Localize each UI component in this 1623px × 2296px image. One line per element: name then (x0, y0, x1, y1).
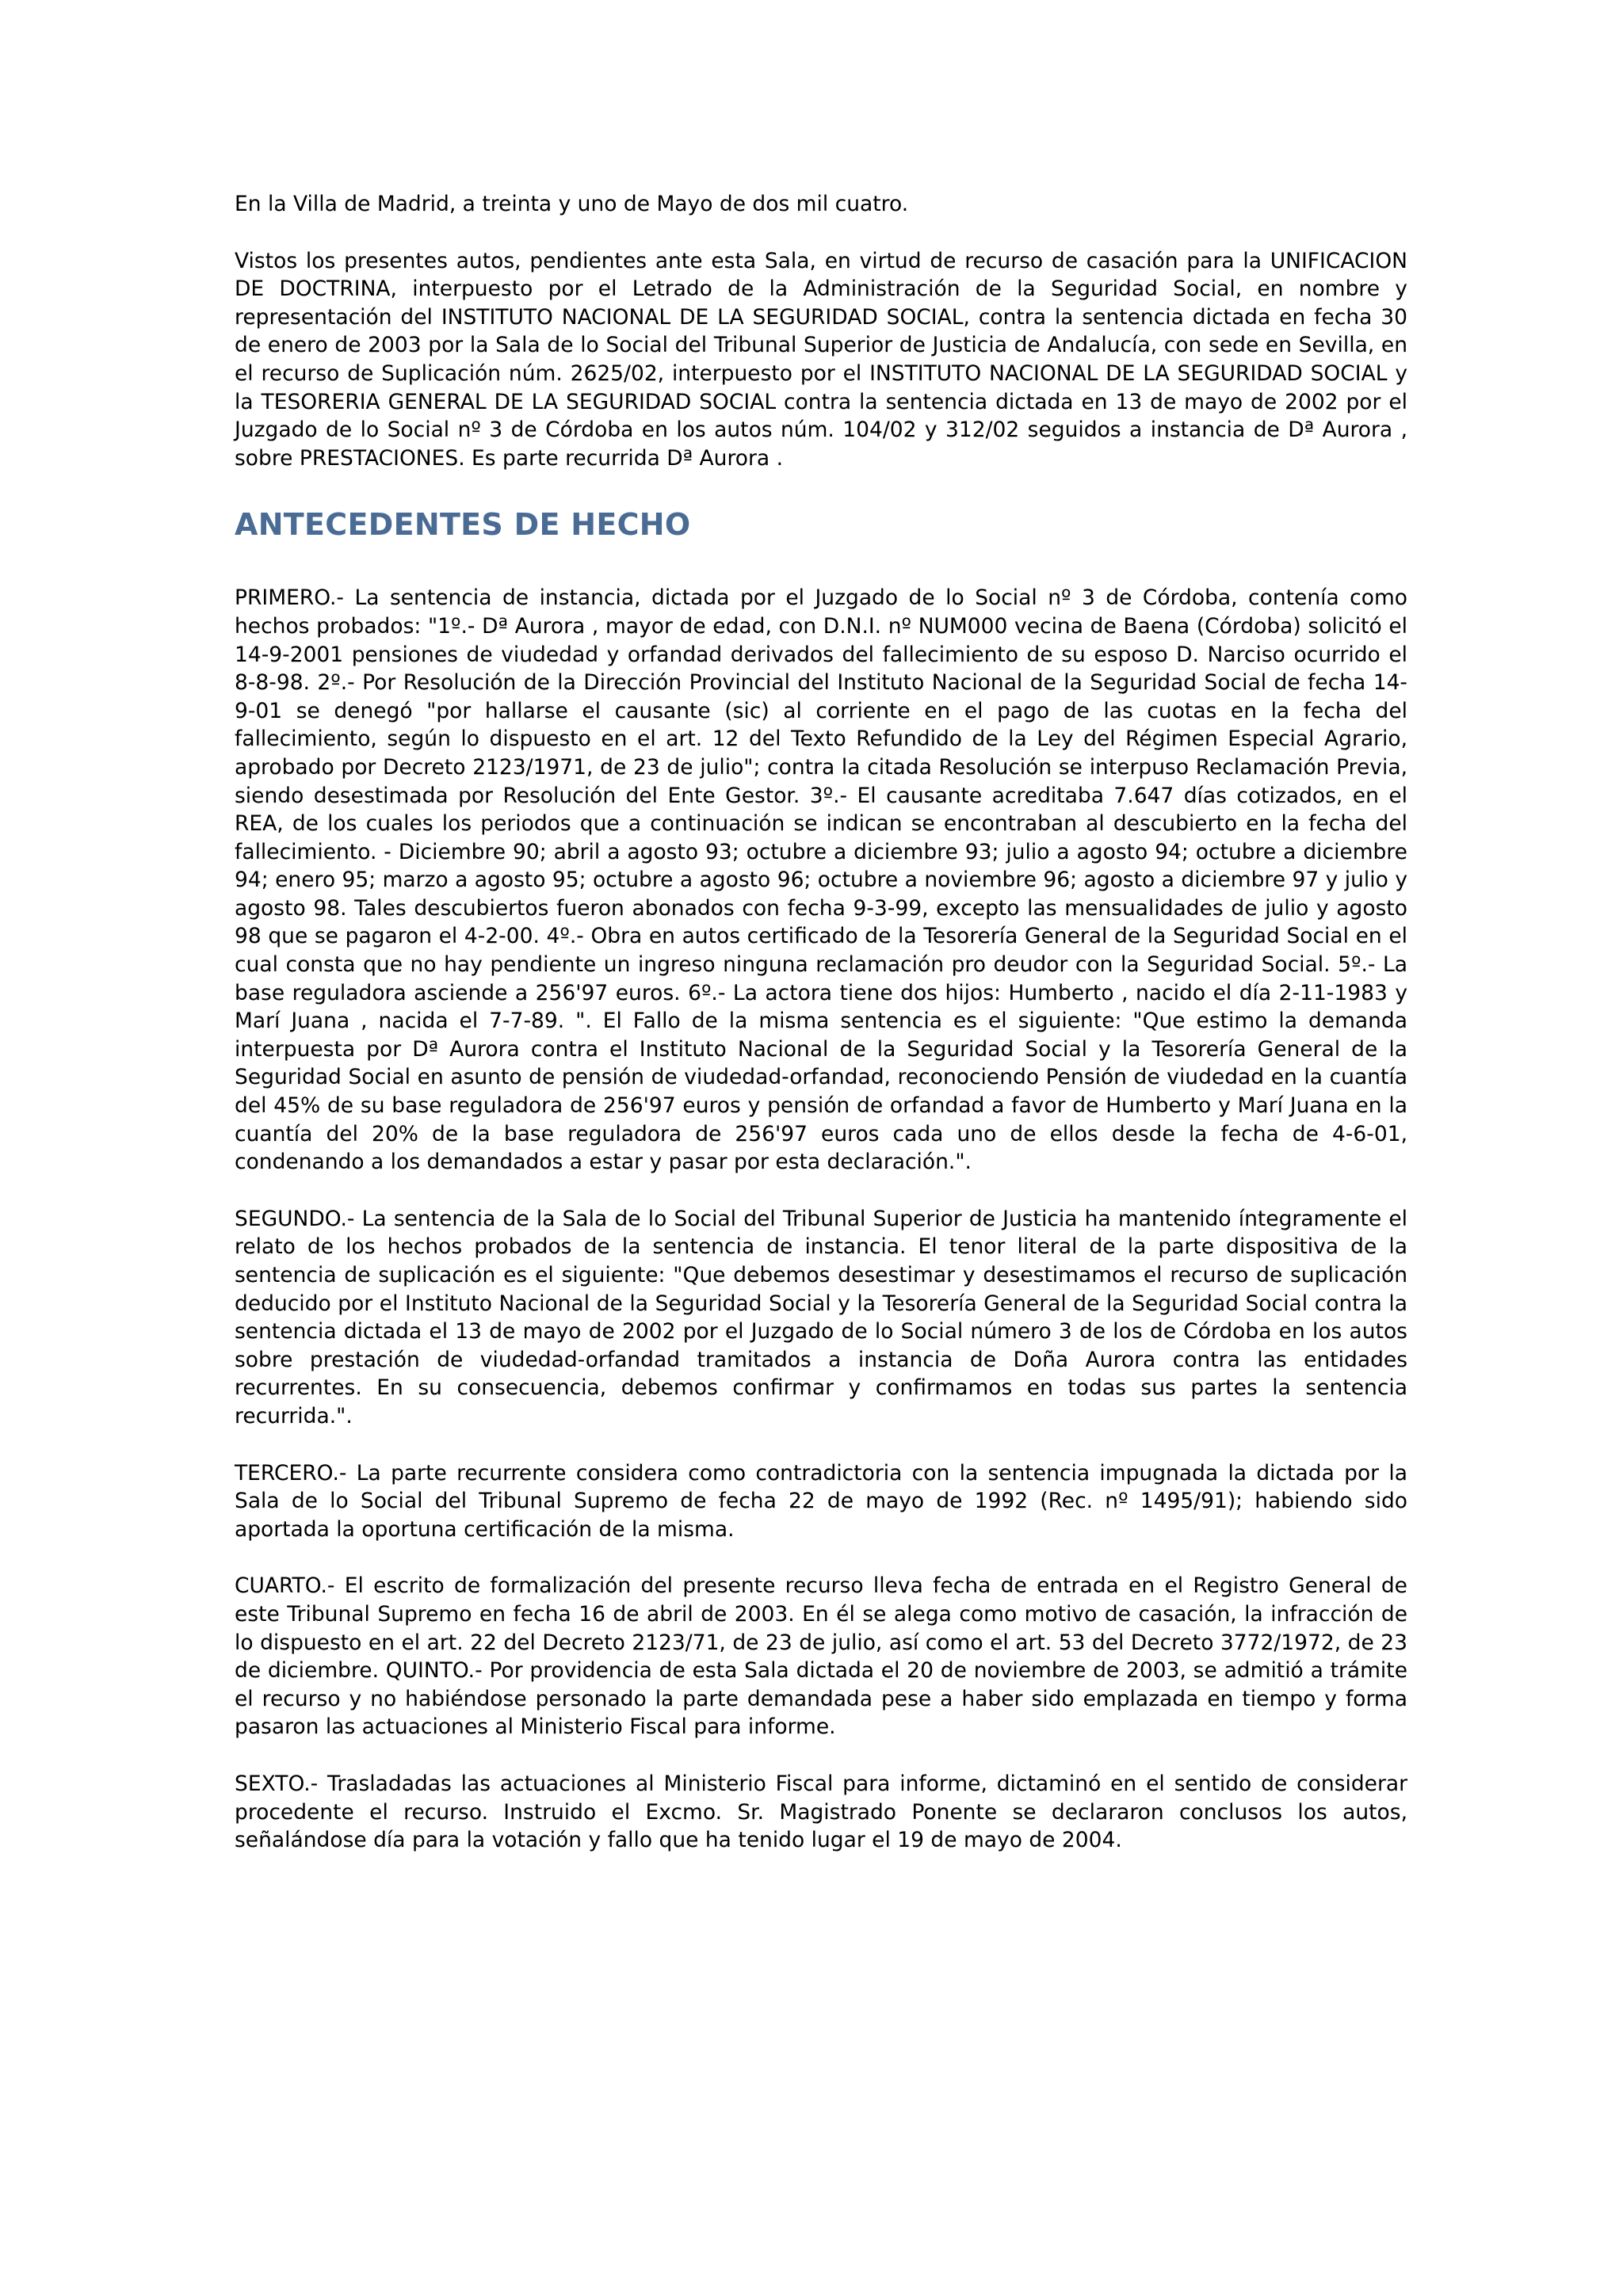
paragraph-cuarto: CUARTO.- El escrito de formalización del presente recurso lleva fecha de entrada en el Registro General de este Tribunal Supremo en fecha 16 de abril de 2003. En él se alega como motivo de casación, la infracción de lo dispuesto en el art. 22 del Decreto 2123/71, de 23 de julio, así como el art. 53 del Decreto 3772/1972, de 23 de diciembre. QUINTO.- Por providencia de esta Sala dictada el 20 de noviembre de 2003, se admitió a trámite el recurso y no habiéndose personado la parte demandada pese a haber sido emplazada en tiempo y forma pasaron las actuaciones al Ministerio Fiscal para informe. (235, 1573, 1407, 1740)
paragraph-segundo: SEGUNDO.- La sentencia de la Sala de lo Social del Tribunal Superior de Justicia ha mantenido íntegramente el relato de los hechos probados de la sentencia de instancia. El tenor literal de la parte dispositiva de la sentencia de suplicación es el siguiente: "Que debemos desestimar y desestimamos el recurso de suplicación deducido por el Instituto Nacional de la Seguridad Social y la Tesorería General de la Seguridad Social contra la sentencia dictada el 13 de mayo de 2002 por el Juzgado de lo Social número 3 de los de Córdoba en los autos sobre prestación de viudedad-orfandad tramitados a instancia de Doña Aurora contra las entidades recurrentes. En su consecuencia, debemos confirmar y confirmamos en todas sus partes la sentencia recurrida.". (235, 1206, 1407, 1428)
paragraph-sexto: SEXTO.- Trasladadas las actuaciones al Ministerio Fiscal para informe, dictaminó en el sentido de considerar procedente el recurso. Instruido el Excmo. Sr. Magistrado Ponente se declararon conclusos los autos, señalándose día para la votación y fallo que ha tenido lugar el 19 de mayo de 2004. (235, 1771, 1407, 1853)
paragraph-primero: PRIMERO.- La sentencia de instancia, dictada por el Juzgado de lo Social nº 3 de Córdoba, contenía como hechos probados: "1º.- Dª Aurora , mayor de edad, con D.N.I. nº NUM000 vecina de Baena (Córdoba) solicitó el 14-9-2001 pensiones de viudedad y orfandad derivados del fallecimiento de su esposo D. Narciso ocurrido el 8-8-98. 2º.- Por Resolución de la Dirección Provincial del Instituto Nacional de la Seguridad Social de fecha 14-9-01 se denegó "por hallarse el causante (sic) al corriente en el pago de las cuotas en la fecha del fallecimiento, según lo dispuesto en el art. 12 del Texto Refundido de la Ley del Régimen Especial Agrario, aprobado por Decreto 2123/1971, de 23 de julio"; contra la citada Resolución se interpuso Reclamación Previa, siendo desestimada por Resolución del Ente Gestor. 3º.- El causante acreditaba 7.647 días cotizados, en el REA, de los cuales los periodos que a continuación se indican se encontraban al descubierto en la fecha del fallecimiento. - Diciembre 90; abril a agosto 93; octubre a diciembre 93; julio a agosto 94; octubre a diciembre 94; enero 95; marzo a agosto 95; octubre a agosto 96; octubre a noviembre 96; agosto a diciembre 97 y julio y agosto 98. Tales descubiertos fueron abonados con fecha 9-3-99, excepto las mensualidades de julio y agosto 98 que se pagaron el 4-2-00. 4º.- Obra en autos certificado de la Tesorería General de la Seguridad Social en el cual consta que no hay pendiente un ingreso ninguna reclamación pro deudor con la Seguridad Social. 5º.- La base reguladora asciende a 256'97 euros. 6º.- La actora tiene dos hijos: Humberto , nacido el día 2-11-1983 y Marí Juana , nacida el 7-7-89. ". El Fallo de la misma sentencia es el siguiente: "Que estimo la demanda interpuesta por Dª Aurora contra el Instituto Nacional de la Seguridad Social y la Tesorería General de la Seguridad Social en asunto de pensión de viudedad-orfandad, reconociendo Pensión de viudedad en la cuantía del 45% de su base reguladora de 256'97 euros y pensión de orfandad a favor de Humberto y Marí Juana en la cuantía del 20% de la base reguladora de 256'97 euros cada uno de ellos desde la fecha de 4-6-01, condenando a los demandados a estar y pasar por esta declaración.". (235, 585, 1407, 1175)
preamble-paragraph: Vistos los presentes autos, pendientes ante esta Sala, en virtud de recurso de casación para la UNIFICACION DE DOCTRINA, interpuesto por el Letrado de la Administración de la Seguridad Social, en nombre y representación del INSTITUTO NACIONAL DE LA SEGURIDAD SOCIAL, contra la sentencia dictada en fecha 30 de enero de 2003 por la Sala de lo Social del Tribunal Superior de Justicia de Andalucía, con sede en Sevilla, en el recurso de Suplicación núm. 2625/02, interpuesto por el INSTITUTO NACIONAL DE LA SEGURIDAD SOCIAL y la TESORERIA GENERAL DE LA SEGURIDAD SOCIAL contra la sentencia dictada en 13 de mayo de 2002 por el Juzgado de lo Social nº 3 de Córdoba en los autos núm. 104/02 y 312/02 seguidos a instancia de Dª Aurora , sobre PRESTACIONES. Es parte recurrida Dª Aurora . (235, 248, 1407, 471)
section-heading: ANTECEDENTES DE HECHO (235, 507, 691, 543)
intro-paragraph: En la Villa de Madrid, a treinta y uno de Mayo de dos mil cuatro. (235, 192, 909, 216)
paragraph-tercero: TERCERO.- La parte recurrente considera como contradictoria con la sentencia impugnada la dictada por la Sala de lo Social del Tribunal Supremo de fecha 22 de mayo de 1992 (Rec. nº 1495/91); habiendo sido aportada la oportuna certificación de la misma. (235, 1460, 1407, 1542)
document-page (235, 190, 1407, 1883)
